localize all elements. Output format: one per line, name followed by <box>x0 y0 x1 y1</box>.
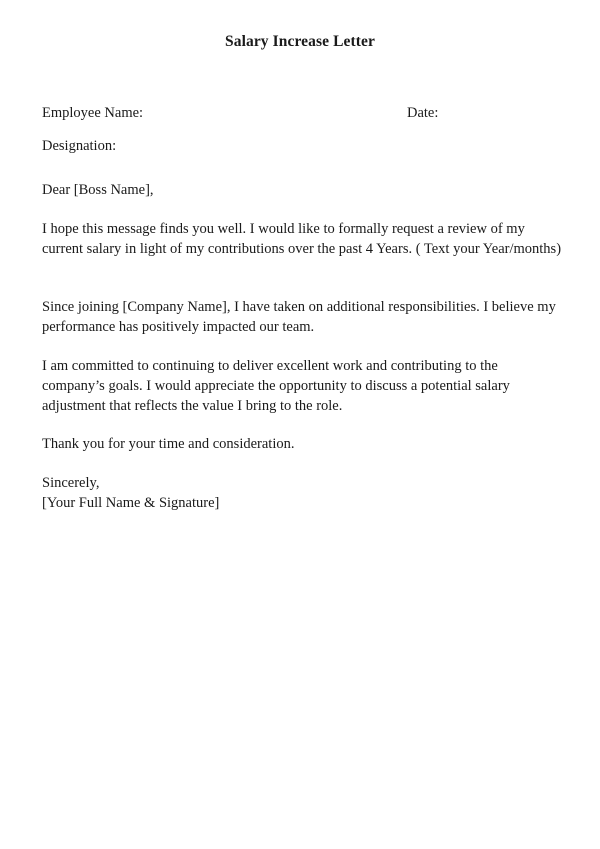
date-label: Date: <box>407 105 439 121</box>
designation-label: Designation: <box>42 138 117 154</box>
employee-name-label: Employee Name: <box>42 105 144 121</box>
closing: Sincerely, <box>42 475 100 491</box>
salutation: Dear [Boss Name], <box>42 182 154 198</box>
paragraph-intro: I hope this message finds you well. I would like to formally request a review of my current salary in light of my contributions over the past 4 Years. ( Text your Year/months) <box>42 221 562 257</box>
paragraph-commitment: I am committed to continuing to deliver excellent work and contributing to the company’s goals. I would appreciate the opportunity to discuss a potential salary adjustment that reflects the value I bring to the role. <box>42 358 510 414</box>
paragraph-responsibilities: Since joining [Company Name], I have taken on additional responsibilities. I believe my performance has positively impacted our team. <box>42 299 556 335</box>
signature-placeholder: [Your Full Name & Signature] <box>42 495 220 511</box>
page-title: Salary Increase Letter <box>225 33 375 50</box>
paragraph-thanks: Thank you for your time and consideration. <box>42 436 295 452</box>
